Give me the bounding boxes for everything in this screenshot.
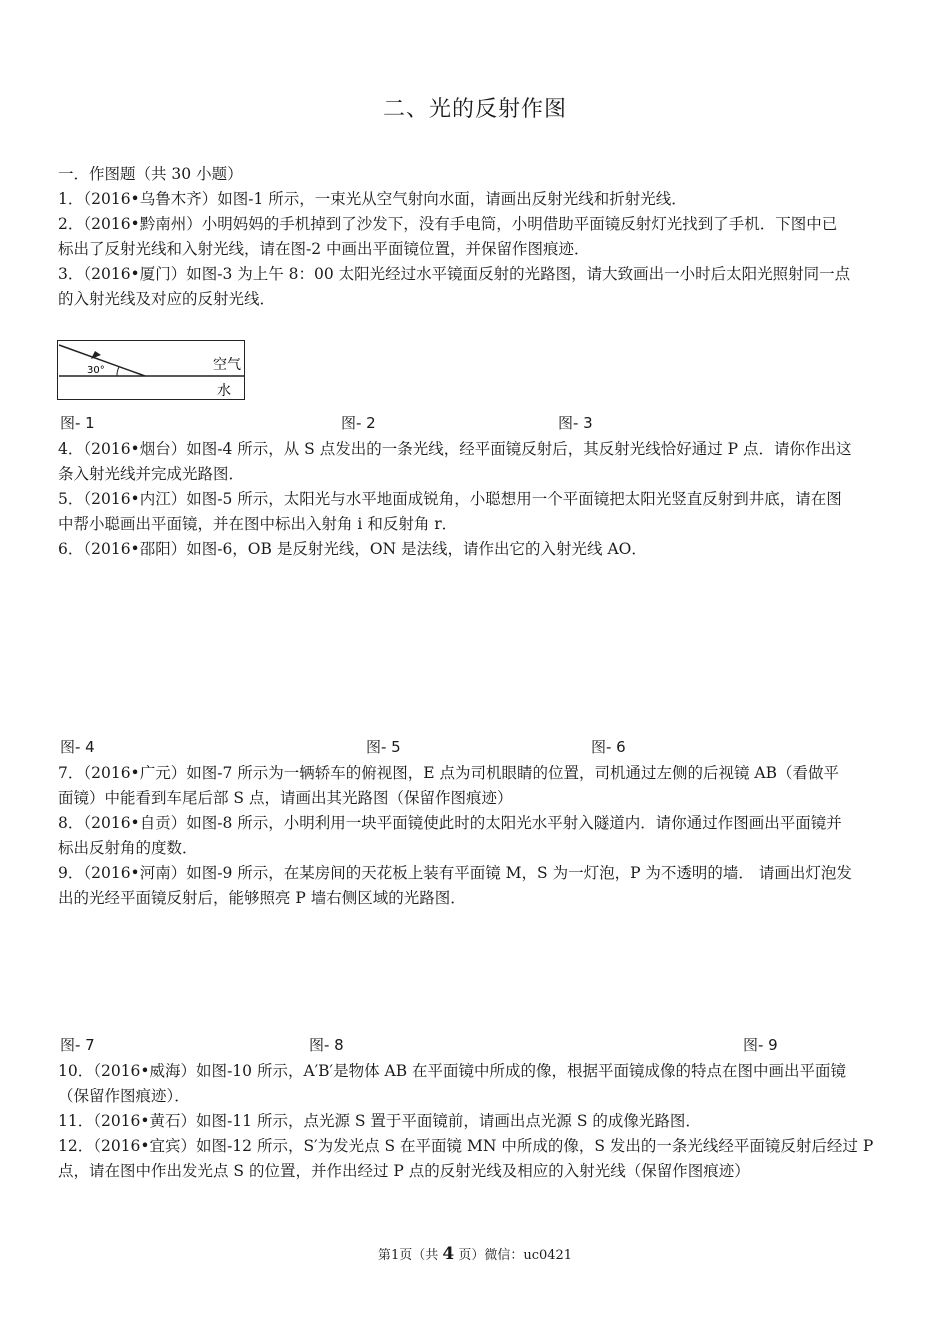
question-9-line-1: 9．（2016•河南）如图-9 所示，在某房间的天花板上装有平面镜 M，S 为一灯泡，P 为不透明的墙． 请画出灯泡发 xyxy=(58,864,852,882)
question-5-line-2: 中帮小聪画出平面镜，并在图中标出入射角 i 和反射角 r． xyxy=(58,515,458,533)
question-9-line-2: 出的光经平面镜反射后，能够照亮 P 墙右侧区域的光路图． xyxy=(58,889,466,907)
footer-total-pages: 4 xyxy=(442,1244,455,1264)
question-4-line-1: 4．（2016•烟台）如图-4 所示，从 S 点发出的一条光线，经平面镜反射后，其反射光线恰好通过 P 点．请你作出这 xyxy=(58,440,852,458)
footer-suffix: 页）微信：uc0421 xyxy=(454,1248,573,1263)
question-3-line-1: 3．（2016•厦门）如图-3 为上午 8：00 太阳光经过水平镜面反射的光路图，请大致画出一小时后太阳光照射同一点 xyxy=(58,265,851,283)
page-title: 二、光的反射作图 xyxy=(382,97,567,122)
angle-label: 30° xyxy=(87,365,105,376)
figure-label-1: 图- 1 xyxy=(60,414,95,432)
question-11: 11．（2016•黄石）如图-11 所示，点光源 S 置于平面镜前，请画出点光源 S 的成像光路图． xyxy=(58,1112,701,1130)
figure-label-5: 图- 5 xyxy=(366,738,401,756)
question-7-line-2: 面镜）中能看到车尾后部 S 点，请画出其光路图（保留作图痕迹） xyxy=(58,789,513,807)
question-1: 1．（2016•乌鲁木齐）如图-1 所示，一束光从空气射向水面，请画出反射光线和折射光线． xyxy=(58,190,687,208)
figure-label-3: 图- 3 xyxy=(558,414,593,432)
question-2-line-1: 2．（2016•黔南州）小明妈妈的手机掉到了沙发下，没有手电筒，小明借助平面镜反射灯光找到了手机．下图中已 xyxy=(58,215,838,233)
question-12-line-1: 12．（2016•宜宾）如图-12 所示，S′为发光点 S 在平面镜 MN 中所成的像，S 发出的一条光线经平面镜反射后经过 P xyxy=(58,1137,874,1155)
question-7-line-1: 7．（2016•广元）如图-7 所示为一辆轿车的俯视图，E 点为司机眼睛的位置，司机通过左侧的后视镜 AB（看做平 xyxy=(58,764,839,782)
air-label: 空气 xyxy=(213,357,241,373)
figure-label-6: 图- 6 xyxy=(591,738,626,756)
question-2-line-2: 标出了反射光线和入射光线，请在图-2 中画出平面镜位置，并保留作图痕迹． xyxy=(58,240,590,258)
section-heading: 一．作图题（共 30 小题） xyxy=(58,165,243,183)
question-10-line-2: （保留作图痕迹）． xyxy=(58,1087,190,1105)
footer-page-number: 1 xyxy=(390,1248,400,1263)
figure-label-7: 图- 7 xyxy=(60,1036,95,1054)
question-4-line-2: 条入射光线并完成光路图． xyxy=(58,465,245,483)
question-10-line-1: 10．（2016•威海）如图-10 所示，A′B′是物体 AB 在平面镜中所成的像，根据平面镜成像的特点在图中画出平面镜 xyxy=(58,1062,847,1080)
water-label: 水 xyxy=(217,383,231,399)
question-3-line-2: 的入射光线及对应的反射光线． xyxy=(58,290,276,308)
page-footer xyxy=(0,1244,950,1264)
footer-mid: 页（共 xyxy=(399,1248,443,1263)
question-8-line-1: 8．（2016•自贡）如图-8 所示，小明利用一块平面镜使此时的太阳光水平射入隧道内．请你通过作图画出平面镜并 xyxy=(58,814,842,832)
question-12-line-2: 点，请在图中作出发光点 S 的位置，并作出经过 P 点的反射光线及相应的入射光线（保留作图痕迹） xyxy=(58,1162,750,1180)
figure-label-9: 图- 9 xyxy=(743,1036,778,1054)
question-8-line-2: 标出反射角的度数． xyxy=(58,839,198,857)
question-5-line-1: 5．（2016•内江）如图-5 所示，太阳光与水平地面成锐角，小聪想用一个平面镜把太阳光竖直反射到井底，请在图 xyxy=(58,490,842,508)
figure-label-2: 图- 2 xyxy=(341,414,376,432)
figure-label-8: 图- 8 xyxy=(309,1036,344,1054)
figure-1-diagram xyxy=(57,340,245,400)
figure-label-4: 图- 4 xyxy=(60,738,95,756)
question-6: 6．（2016•邵阳）如图-6，OB 是反射光线，ON 是法线，请作出它的入射光线 AO． xyxy=(58,540,647,558)
footer-prefix: 第 xyxy=(377,1248,391,1263)
